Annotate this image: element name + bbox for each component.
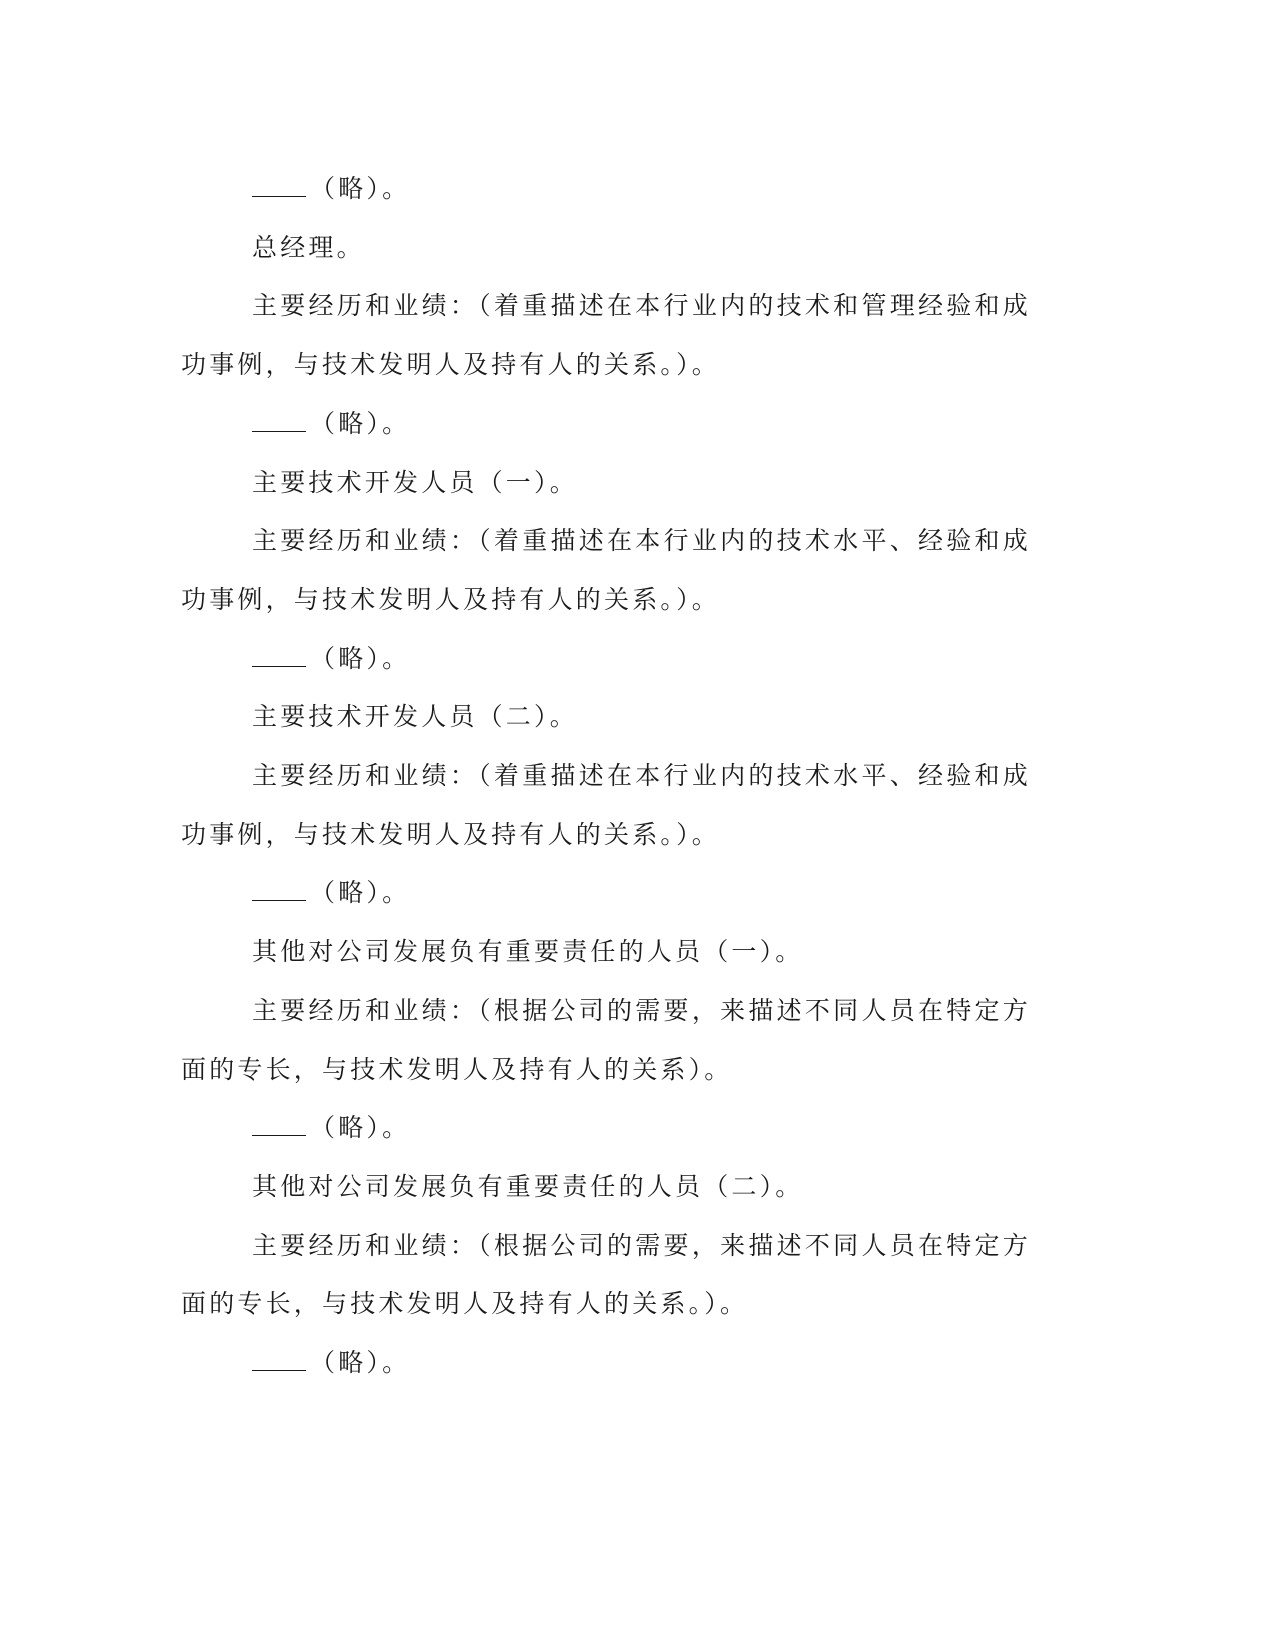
experience-description: 主要经历和业绩：（根据公司的需要，来描述不同人员在特定方面的专长，与技术发明人及持有人的关系）。 [181, 995, 1031, 1084]
role-heading-tech-developer-1: 主要技术开发人员（一）。 [252, 467, 578, 497]
experience-description: 主要经历和业绩：（根据公司的需要，来描述不同人员在特定方面的专长，与技术发明人及持有人的关系。）。 [181, 1230, 1031, 1319]
omitted-paragraph: （略）。 [181, 160, 1031, 219]
role-heading-other-staff-1: 其他对公司发展负有重要责任的人员（一）。 [252, 937, 804, 967]
experience-description: 主要经历和业绩：（着重描述在本行业内的技术水平、经验和成功事例，与技术发明人及持有人的关系。）。 [181, 761, 1031, 849]
fill-in-blank [252, 665, 306, 667]
omitted-paragraph: （略）。 [181, 864, 1031, 923]
omitted-paragraph: （略）。 [181, 395, 1031, 454]
document-body [181, 160, 1031, 1393]
omitted-paragraph: （略）。 [181, 1099, 1031, 1158]
fill-in-blank [252, 195, 306, 197]
omitted-paragraph: （略）。 [181, 630, 1031, 689]
omitted-paragraph: （略）。 [181, 1334, 1031, 1393]
fill-in-blank [252, 1134, 306, 1136]
fill-in-blank [252, 1369, 306, 1371]
role-heading-general-manager: 总经理。 [252, 232, 365, 262]
experience-description: 主要经历和业绩：（着重描述在本行业内的技术水平、经验和成功事例，与技术发明人及持有人的关系。）。 [181, 526, 1031, 614]
role-heading-tech-developer-2: 主要技术开发人员（二）。 [252, 702, 578, 732]
fill-in-blank [252, 430, 306, 432]
experience-description: 主要经历和业绩：（着重描述在本行业内的技术和管理经验和成功事例，与技术发明人及持有人的关系。）。 [181, 291, 1031, 380]
role-heading-other-staff-2: 其他对公司发展负有重要责任的人员（二）。 [252, 1171, 804, 1201]
fill-in-blank [252, 899, 306, 901]
